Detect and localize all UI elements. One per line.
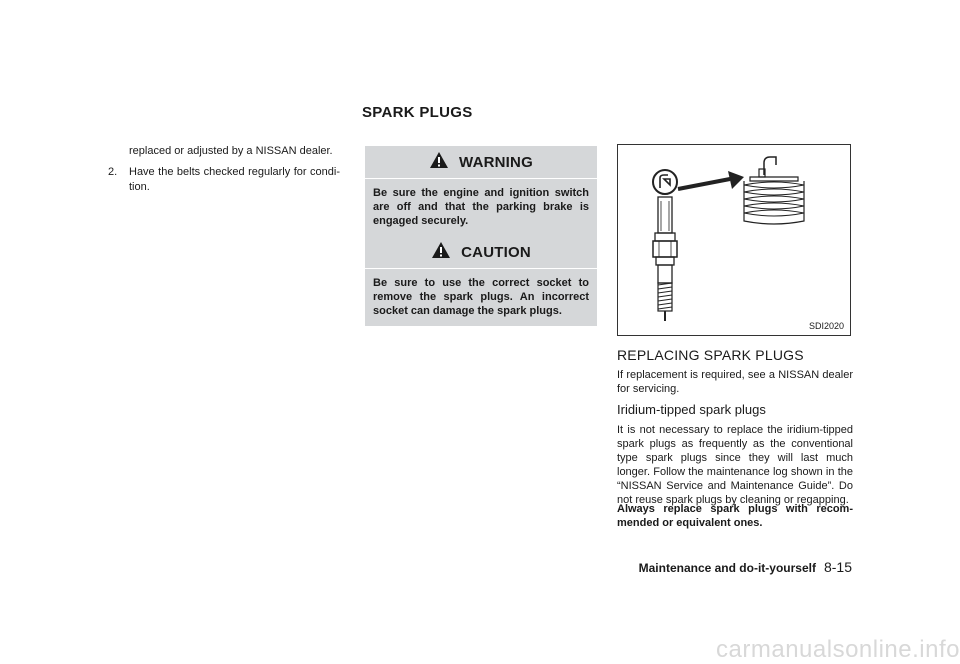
warning-text: Be sure the engine and ignition switch are off and that the parking brake is engaged securely.	[373, 187, 589, 227]
figure-caption: SDI2020	[808, 321, 844, 331]
continuation-text: replaced or adjusted by a NISSAN dealer.	[129, 145, 333, 157]
page-footer	[620, 559, 852, 575]
page-number: 8-15	[823, 559, 852, 575]
caution-box	[365, 236, 597, 326]
warning-title: WARNING	[459, 153, 533, 171]
section-title: SPARK PLUGS	[362, 104, 473, 121]
list-item-number: 2.	[108, 166, 118, 178]
spark-plug-illustration	[618, 145, 850, 335]
left-column	[108, 144, 340, 195]
list-item	[108, 165, 340, 195]
warning-icon	[429, 151, 449, 174]
caution-title: CAUTION	[461, 243, 531, 261]
iridium-heading: Iridium-tipped spark plugs	[617, 402, 766, 417]
iridium-bold-text: Always replace spark plugs with recom-mended or equivalent ones.	[617, 503, 853, 529]
watermark: carmanualsonline.info	[716, 636, 960, 663]
warning-header	[365, 146, 597, 179]
warning-box	[365, 146, 597, 236]
caution-header	[365, 236, 597, 269]
iridium-text: It is not necessary to replace the iridium-tipped spark plugs as frequently as the conventional type spark plugs since they will last much longer. Follow the maintenance log shown in the “NISSAN Service and Maintenance Guide”. Do not reuse spark plugs by cleaning or regapping.	[617, 424, 853, 506]
list-item-text: Have the belts checked regularly for condi-tion.	[129, 166, 340, 193]
footer-section: Maintenance and do-it-yourself	[638, 561, 816, 575]
caution-icon	[431, 241, 451, 264]
spark-plug-figure	[617, 144, 851, 336]
replacing-text: If replacement is required, see a NISSAN dealer for servicing.	[617, 369, 853, 395]
caution-text: Be sure to use the correct socket to remove the spark plugs. An incorrect socket can damage the spark plugs.	[373, 277, 589, 317]
replacing-heading: REPLACING SPARK PLUGS	[617, 347, 804, 363]
